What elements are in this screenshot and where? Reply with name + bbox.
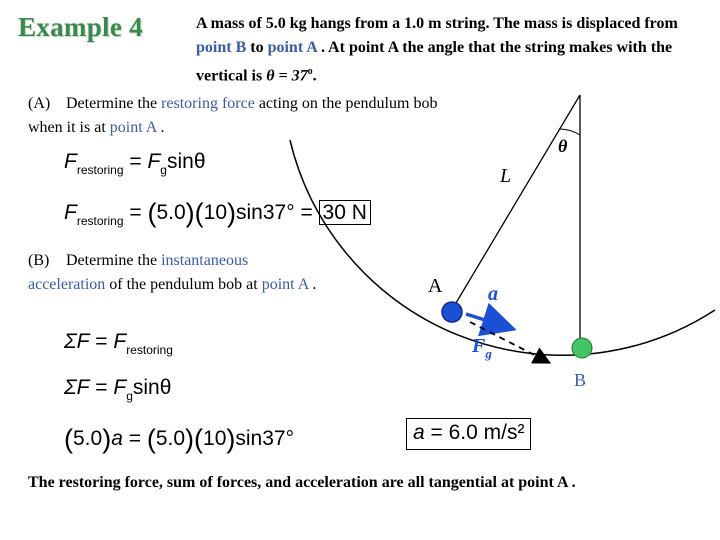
gravity-force-label: $F_g$ <box>472 335 492 361</box>
length-label: L <box>500 165 512 187</box>
part-b-text-1: Determine the <box>66 252 162 269</box>
acceleration-answer: 6.0 m/s² <box>448 421 525 444</box>
point-b-ref: point B <box>196 39 247 56</box>
pendulum-string <box>453 95 580 308</box>
eq-sum-f: ΣF <box>64 330 90 353</box>
eq-symbol-f: F <box>113 376 127 399</box>
part-a-label: (A) <box>28 95 51 112</box>
eq-sum-f: ΣF <box>64 376 90 399</box>
eq-equals: = <box>294 201 319 224</box>
eq-subscript: restoring <box>76 214 124 228</box>
eq-subscript: restoring <box>76 163 124 177</box>
conclusion-note: The restoring force, sum of forces, and acceleration are all tangential at point A . <box>28 474 576 491</box>
eq-symbol-f: F <box>64 201 77 224</box>
slide-title: Example 4 <box>18 12 143 42</box>
part-a-text-1: Determine the <box>66 95 162 112</box>
part-b-point-ref: point A <box>261 276 309 293</box>
eq-sin-term: sinθ <box>132 376 172 399</box>
problem-text-1: A mass of 5.0 kg hangs from a 1.0 m string. The mass is displaced from <box>196 15 678 32</box>
eq-sin-term: sin37° <box>236 201 295 224</box>
eq-equals: = <box>122 427 147 450</box>
eq-mass: 5.0 <box>156 201 186 224</box>
degree-symbol: o <box>307 66 313 77</box>
eq-sin-term: sinθ <box>166 150 206 173</box>
part-b-text-3: . <box>308 276 317 293</box>
acceleration-arrow <box>466 314 510 328</box>
eq-gravity: 10 <box>203 427 227 450</box>
eq-equals: = <box>89 330 114 353</box>
part-b-label: (B) <box>28 252 50 269</box>
problem-text-3: . At point A the angle that the string makes with the vertical is <box>196 39 673 85</box>
bob-at-point-b <box>572 338 592 358</box>
problem-text-2: to <box>246 39 268 56</box>
eq-subscript: g <box>126 389 133 403</box>
acceleration-label: a <box>488 283 498 305</box>
eq-equals: = <box>123 201 148 224</box>
angle-expression: θ = 37 <box>266 67 308 85</box>
bob-at-point-a <box>442 302 462 322</box>
eq-equals: = <box>424 421 449 444</box>
answer-box-a: 30 N <box>319 200 371 225</box>
theta-label: θ <box>558 136 568 156</box>
point-a-label: A <box>428 275 443 297</box>
eq-accel: a <box>413 421 425 444</box>
eq-mass: 5.0 <box>155 427 186 450</box>
acceleration-term: instantaneous acceleration <box>28 252 249 293</box>
problem-text-4: . <box>312 67 317 85</box>
point-b-label: B <box>574 370 587 390</box>
restoring-force-term: restoring force <box>161 95 255 112</box>
part-b-text-2: of the pendulum bob at <box>105 276 262 293</box>
eq-gravity: 10 <box>203 201 227 224</box>
equation-restoring-force-value: $F_{restoring} = (5.0)(10)\sin 37^\circ = 30$ N <box>64 198 371 229</box>
eq-mass: 5.0 <box>73 427 103 450</box>
eq-symbol-f: F <box>64 150 77 173</box>
eq-symbol-f: F <box>113 330 127 353</box>
eq-accel: a <box>111 427 123 450</box>
point-a-ref: point A <box>267 39 317 56</box>
eq-equals: = <box>89 376 114 399</box>
part-a-text-2: acting on the pendulum bob when it is at <box>28 95 438 136</box>
part-a-text-3: . <box>156 119 165 136</box>
eq-symbol-f: F <box>147 150 161 173</box>
eq-subscript: g <box>160 163 167 177</box>
angle-arc <box>559 129 580 135</box>
equation-acceleration-calc: (5.0)a = (5.0)(10)sin37° <box>64 424 294 454</box>
eq-subscript: restoring <box>126 343 173 357</box>
part-a-point-ref: point A <box>109 119 157 136</box>
eq-sin-term: sin37° <box>235 427 294 450</box>
eq-equals: = <box>123 150 148 173</box>
